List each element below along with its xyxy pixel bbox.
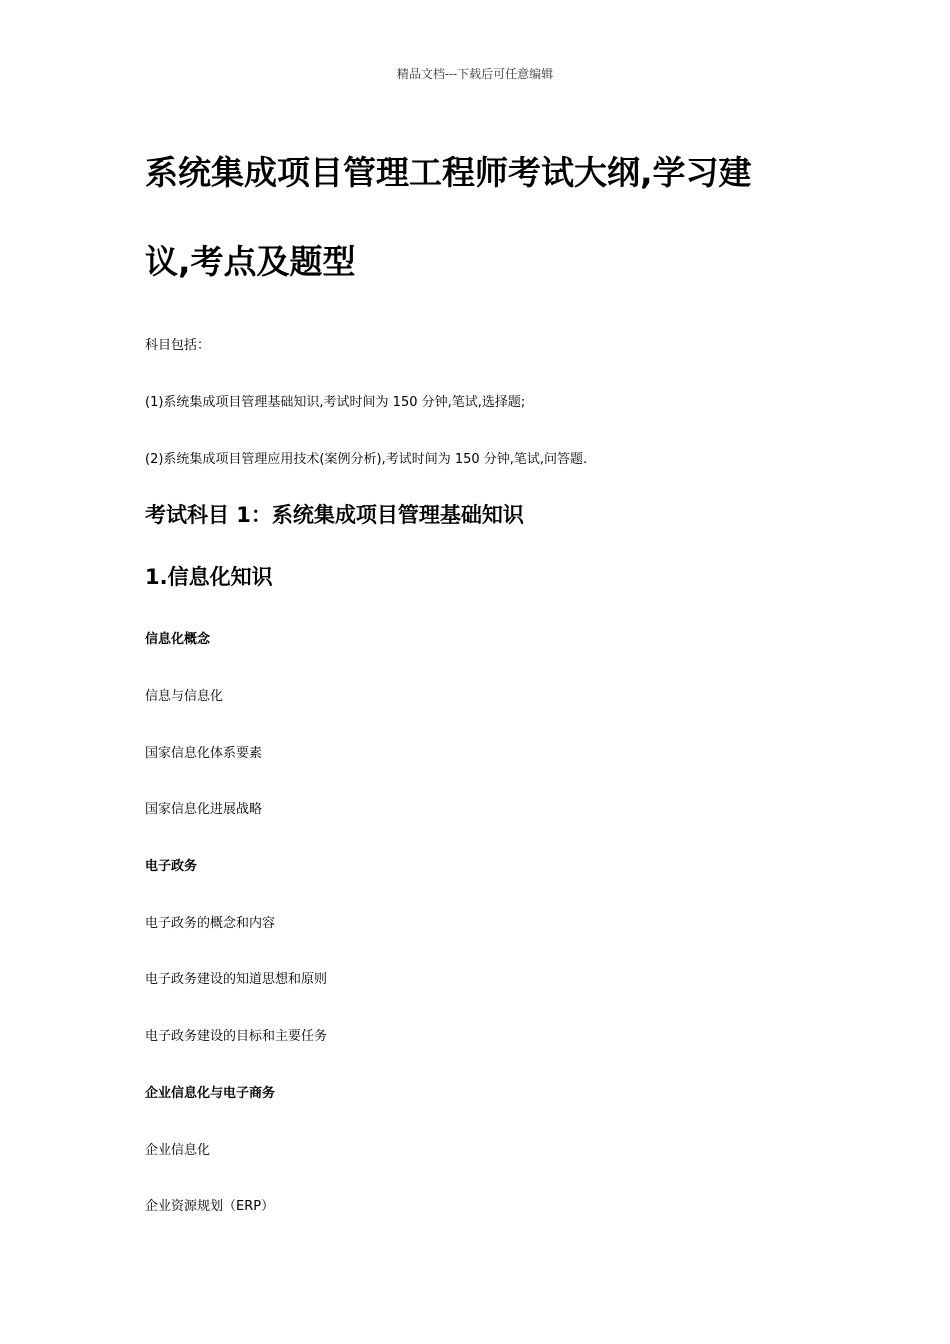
subject-2-description: (2)系统集成项目管理应用技术(案例分析),考试时间为 150 分钟,笔试,问答题.	[145, 452, 588, 467]
list-item: 国家信息化进展战略	[145, 802, 263, 817]
list-item: 企业资源规划（ERP）	[145, 1199, 275, 1214]
subject-1-description: (1)系统集成项目管理基础知识,考试时间为 150 分钟,笔试,选择题;	[145, 395, 526, 410]
document-title-line-2: 议,考点及题型	[145, 242, 356, 281]
list-item: 电子政务的概念和内容	[145, 916, 276, 931]
document-title-line-1: 系统集成项目管理工程师考试大纲,学习建	[145, 153, 752, 192]
subjects-label: 科目包括：	[145, 338, 211, 353]
list-item: 企业信息化	[145, 1143, 211, 1158]
group-title: 电子政务	[145, 859, 198, 874]
list-item: 电子政务建设的目标和主要任务	[145, 1029, 328, 1044]
document-title	[145, 150, 825, 281]
list-item: 国家信息化体系要素	[145, 746, 263, 761]
section-heading: 考试科目 1：系统集成项目管理基础知识	[145, 503, 524, 527]
group-title: 信息化概念	[145, 632, 211, 647]
page-header: 精品文档---下载后可任意编辑	[396, 67, 554, 81]
group-title: 企业信息化与电子商务	[145, 1086, 276, 1101]
list-item: 电子政务建设的知道思想和原则	[145, 972, 328, 987]
subsection-heading: 1.信息化知识	[145, 565, 273, 589]
list-item: 信息与信息化	[145, 689, 224, 704]
